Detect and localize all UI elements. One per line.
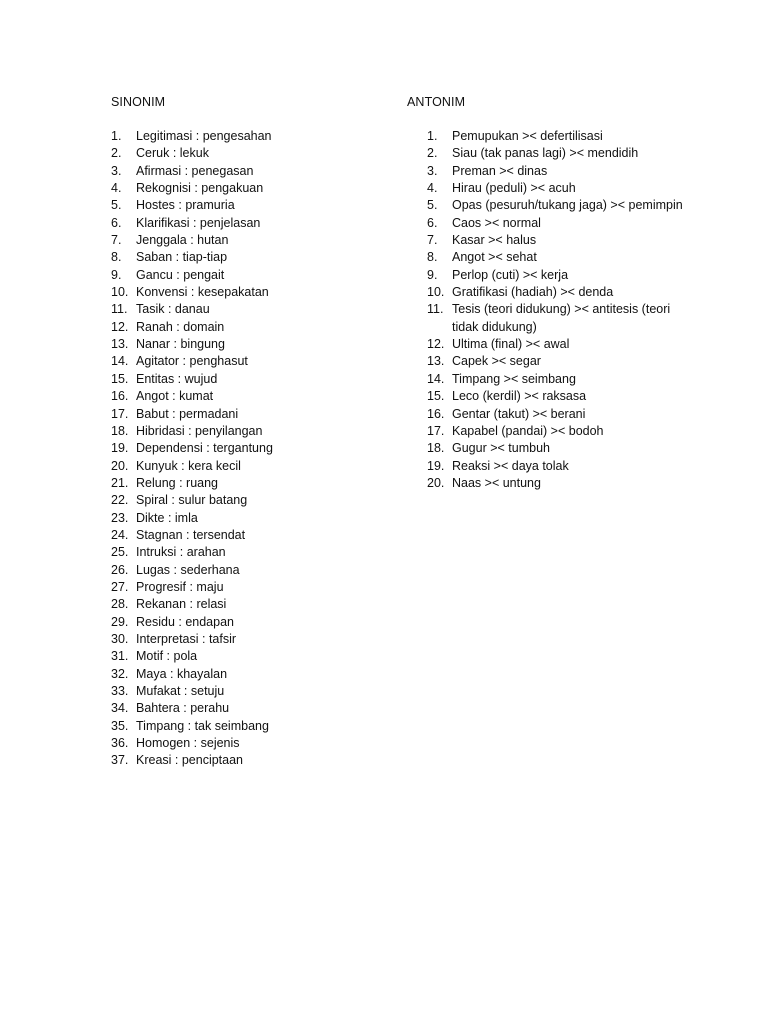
- item-number: 16.: [111, 389, 129, 404]
- list-item: [111, 510, 391, 527]
- item-text: Siau (tak panas lagi) >< mendidih: [452, 146, 639, 161]
- list-item: [111, 718, 391, 735]
- item-number: 5.: [427, 198, 438, 213]
- item-number: 7.: [111, 233, 122, 248]
- item-text: Pemupukan >< defertilisasi: [452, 129, 603, 143]
- item-number: 18.: [427, 441, 445, 456]
- item-number: 19.: [427, 458, 445, 473]
- item-text: Agitator : penghasut: [136, 354, 248, 369]
- item-number: 8.: [427, 250, 438, 265]
- list-item: [111, 579, 391, 596]
- list-item: [111, 735, 391, 752]
- item-text: Reaksi >< daya tolak: [452, 458, 569, 473]
- list-item: [407, 232, 697, 249]
- item-number: 11.: [427, 302, 444, 317]
- item-text: Konvensi : kesepakatan: [136, 285, 269, 300]
- item-number: 14.: [427, 371, 445, 386]
- list-item: [111, 197, 391, 214]
- item-number: 10.: [111, 285, 129, 300]
- list-item: [407, 215, 697, 232]
- item-number: 5.: [111, 198, 122, 213]
- item-text: Residu : endapan: [136, 614, 234, 629]
- list-item: [407, 284, 697, 301]
- list-item: [407, 388, 697, 405]
- list-item: [111, 336, 391, 353]
- item-number: 6.: [111, 215, 122, 230]
- item-number: 35.: [111, 718, 129, 733]
- sinonim-list: [111, 128, 391, 770]
- list-item: [407, 353, 697, 370]
- item-text: Maya : khayalan: [136, 666, 228, 681]
- item-text: Ranah : domain: [136, 319, 225, 334]
- item-text: Gugur >< tumbuh: [452, 441, 550, 456]
- item-number: 18.: [111, 423, 129, 438]
- item-text: Kunyuk : kera kecil: [136, 458, 241, 473]
- item-number: 8.: [111, 250, 122, 265]
- list-item: [407, 336, 697, 353]
- item-text: Lugas : sederhana: [136, 562, 240, 577]
- antonim-heading: ANTONIM: [407, 95, 466, 109]
- item-number: 3.: [427, 163, 438, 178]
- list-item: [111, 666, 391, 683]
- item-number: 13.: [427, 354, 445, 369]
- item-number: 2.: [427, 146, 438, 161]
- item-number: 28.: [111, 597, 129, 612]
- item-text: Bahtera : perahu: [136, 701, 230, 716]
- item-number: 1.: [111, 129, 122, 143]
- item-text: Leco (kerdil) >< raksasa: [452, 389, 587, 404]
- item-number: 3.: [111, 163, 122, 178]
- item-text: Kapabel (pandai) >< bodoh: [452, 423, 604, 438]
- antonim-list: [407, 128, 697, 492]
- item-text: Saban : tiap-tiap: [136, 250, 228, 265]
- item-text: Timpang : tak seimbang: [136, 718, 269, 733]
- item-text: Gancu : pengait: [136, 267, 225, 282]
- list-item: [111, 614, 391, 631]
- item-number: 9.: [427, 267, 438, 282]
- item-number: 11.: [111, 302, 128, 317]
- item-text: Tesis (teori didukung) >< antitesis (teori tidak didukung): [452, 302, 671, 334]
- item-text: Jenggala : hutan: [136, 233, 229, 248]
- item-text: Perlop (cuti) >< kerja: [452, 267, 569, 282]
- item-number: 4.: [427, 181, 438, 196]
- item-number: 10.: [427, 285, 445, 300]
- list-item: [407, 145, 697, 162]
- item-text: Hostes : pramuria: [136, 198, 235, 213]
- list-item: [111, 562, 391, 579]
- item-number: 33.: [111, 684, 129, 698]
- item-number: 34.: [111, 701, 129, 716]
- item-text: Spiral : sulur batang: [136, 493, 248, 508]
- list-item: [407, 163, 697, 180]
- item-number: 30.: [111, 631, 129, 646]
- list-item: [111, 596, 391, 613]
- item-text: Angot >< sehat: [452, 250, 537, 265]
- item-text: Interpretasi : tafsir: [136, 631, 237, 646]
- item-text: Afirmasi : penegasan: [136, 163, 254, 178]
- list-item: [111, 406, 391, 423]
- list-item: [111, 128, 391, 145]
- item-number: 21.: [111, 475, 129, 490]
- item-text: Tasik : danau: [136, 302, 210, 317]
- item-text: Dikte : imla: [136, 510, 198, 525]
- item-text: Hirau (peduli) >< acuh: [452, 181, 576, 196]
- item-text: Gentar (takut) >< berani: [452, 406, 586, 421]
- item-number: 1.: [427, 129, 438, 143]
- item-text: Legitimasi : pengesahan: [136, 129, 272, 143]
- list-item: [111, 371, 391, 388]
- item-text: Opas (pesuruh/tukang jaga) >< pemimpin: [452, 198, 683, 213]
- item-number: 22.: [111, 493, 129, 508]
- list-item: [407, 440, 697, 457]
- item-number: 6.: [427, 215, 438, 230]
- item-text: Kreasi : penciptaan: [136, 753, 244, 768]
- item-number: 25.: [111, 545, 129, 560]
- list-item: [407, 197, 697, 214]
- list-item: [111, 319, 391, 336]
- item-text: Naas >< untung: [452, 475, 541, 490]
- item-number: 12.: [427, 337, 445, 352]
- item-text: Progresif : maju: [136, 579, 224, 594]
- item-text: Rekanan : relasi: [136, 597, 227, 612]
- list-item: [407, 406, 697, 423]
- item-number: 15.: [111, 371, 129, 386]
- antonim-column: [407, 94, 697, 492]
- item-text: Motif : pola: [136, 649, 198, 664]
- list-item: [111, 423, 391, 440]
- list-item: [407, 371, 697, 388]
- list-item: [407, 301, 697, 336]
- list-item: [111, 700, 391, 717]
- item-text: Nanar : bingung: [136, 337, 225, 352]
- item-text: Angot : kumat: [136, 389, 214, 404]
- item-number: 31.: [111, 649, 129, 664]
- list-item: [111, 284, 391, 301]
- list-item: [111, 145, 391, 162]
- item-number: 17.: [427, 423, 445, 438]
- item-number: 7.: [427, 233, 438, 248]
- list-item: [111, 163, 391, 180]
- list-item: [111, 544, 391, 561]
- item-text: Kasar >< halus: [452, 233, 537, 248]
- item-text: Hibridasi : penyilangan: [136, 423, 263, 438]
- item-text: Ceruk : lekuk: [136, 146, 209, 161]
- list-item: [407, 128, 697, 145]
- item-number: 15.: [427, 389, 445, 404]
- list-item: [111, 353, 391, 370]
- item-number: 24.: [111, 527, 129, 542]
- item-number: 36.: [111, 736, 129, 751]
- item-number: 32.: [111, 666, 129, 681]
- item-text: Stagnan : tersendat: [136, 527, 246, 542]
- item-text: Intruksi : arahan: [136, 545, 226, 560]
- item-number: 16.: [427, 406, 445, 421]
- list-item: [111, 388, 391, 405]
- list-item: [407, 249, 697, 266]
- list-item: [111, 440, 391, 457]
- list-item: [111, 631, 391, 648]
- item-text: Ultima (final) >< awal: [452, 337, 570, 352]
- list-item: [111, 232, 391, 249]
- item-number: 4.: [111, 181, 122, 196]
- item-number: 20.: [111, 458, 129, 473]
- item-number: 9.: [111, 267, 122, 282]
- item-text: Klarifikasi : penjelasan: [136, 215, 261, 230]
- item-text: Timpang >< seimbang: [452, 371, 576, 386]
- item-text: Homogen : sejenis: [136, 736, 240, 751]
- item-number: 12.: [111, 319, 129, 334]
- list-item: [407, 475, 697, 492]
- item-text: Dependensi : tergantung: [136, 441, 273, 456]
- item-number: 13.: [111, 337, 129, 352]
- list-item: [407, 423, 697, 440]
- list-item: [111, 475, 391, 492]
- item-number: 20.: [427, 475, 445, 490]
- list-item: [111, 492, 391, 509]
- item-text: Gratifikasi (hadiah) >< denda: [452, 285, 614, 300]
- list-item: [111, 683, 391, 700]
- item-number: 37.: [111, 753, 129, 768]
- list-item: [111, 215, 391, 232]
- list-item: [111, 648, 391, 665]
- list-item: [407, 180, 697, 197]
- item-number: 27.: [111, 579, 129, 594]
- list-item: [111, 267, 391, 284]
- sinonim-column: [111, 94, 391, 770]
- item-text: Rekognisi : pengakuan: [136, 181, 264, 196]
- item-number: 23.: [111, 510, 129, 525]
- list-item: [111, 458, 391, 475]
- item-text: Entitas : wujud: [136, 371, 218, 386]
- item-number: 29.: [111, 614, 129, 629]
- item-number: 14.: [111, 354, 129, 369]
- item-number: 19.: [111, 441, 129, 456]
- item-number: 17.: [111, 406, 129, 421]
- list-item: [111, 180, 391, 197]
- list-item: [407, 458, 697, 475]
- item-number: 2.: [111, 146, 122, 161]
- item-text: Capek >< segar: [452, 354, 541, 369]
- item-number: 26.: [111, 562, 129, 577]
- item-text: Babut : permadani: [136, 406, 239, 421]
- list-item: [111, 249, 391, 266]
- list-item: [407, 267, 697, 284]
- item-text: Mufakat : setuju: [136, 684, 225, 698]
- list-item: [111, 752, 391, 769]
- item-text: Relung : ruang: [136, 475, 219, 490]
- list-item: [111, 527, 391, 544]
- item-text: Caos >< normal: [452, 215, 541, 230]
- list-item: [111, 301, 391, 318]
- item-text: Preman >< dinas: [452, 163, 548, 178]
- sinonim-heading: SINONIM: [111, 95, 166, 109]
